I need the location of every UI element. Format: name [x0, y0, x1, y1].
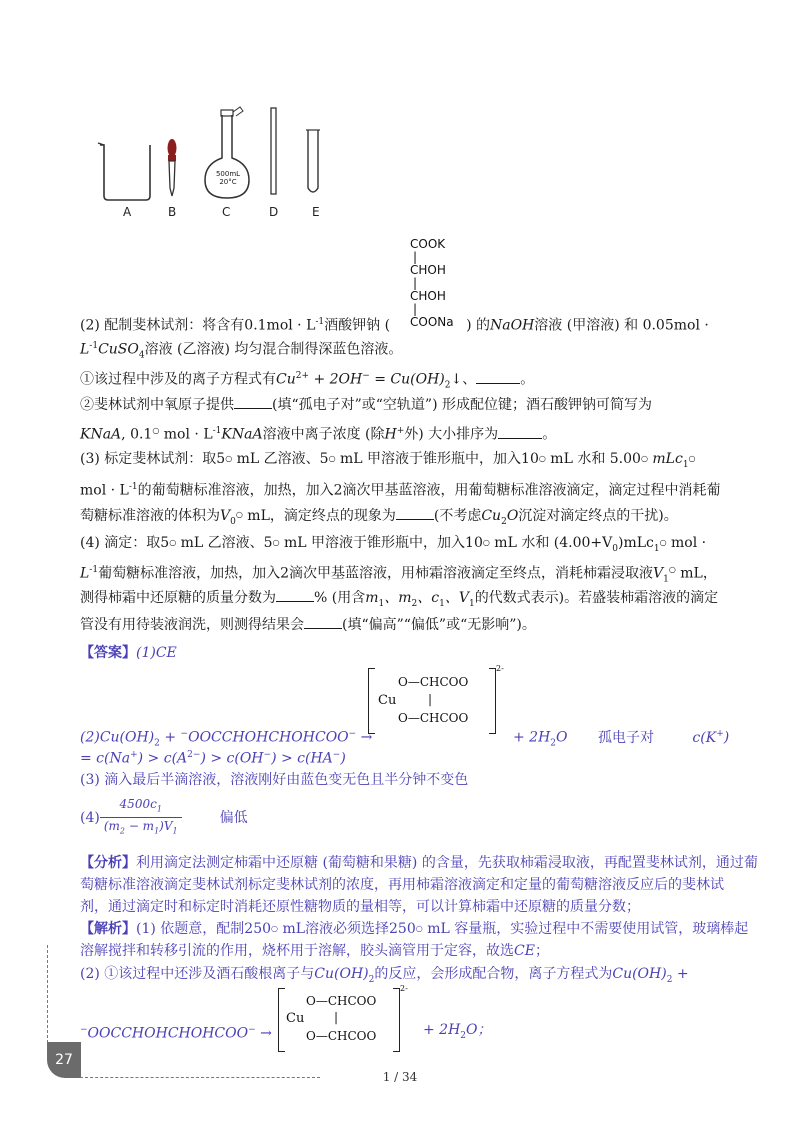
analysis-line6: (2) ①该过程中还涉及酒石酸根离子与$Cu(OH)_2$的反应，会形成配合物，离子方程式为$Cu(OH)_2$ +: [80, 966, 689, 985]
answer-line2-right: + $2H_2O$ 孤电子对 c(K+): [513, 729, 730, 749]
answer-line4: (3) 滴入最后半滴溶液，溶液刚好由蓝色变无色且半分钟不变色: [80, 772, 469, 788]
copper-complex-1: Cu O—CHCOO | O—CHCOO 2-: [368, 668, 496, 736]
copper-complex-2: Cu O—CHCOO | O—CHCOO 2-: [278, 988, 400, 1054]
label-D: D: [269, 205, 279, 219]
tartrate-structure: COOK | CHOH | CHOH | COONa: [410, 237, 454, 329]
analysis-line7: −OOCCHOHCHOHCOO− →: [80, 1025, 272, 1042]
answer-blank[interactable]: [476, 369, 520, 384]
answer-tag: 【答案】: [80, 645, 136, 661]
beaker-A: [100, 145, 150, 200]
answer-blank[interactable]: [276, 587, 314, 602]
test-tube-E: [308, 130, 318, 192]
q4-line3: 测得柿霜中还原糖的质量分数为 % (用含$m_1$、$m_2$、$c_1$、$V_1$的代数式表示)。若盛装柿霜溶液的滴定: [80, 587, 718, 614]
analysis-line7-right: + $2H_2O$；: [423, 1022, 492, 1041]
answer-line1: 【答案】(1)CE: [80, 645, 177, 661]
q4-line2: $L^{-1}$葡萄糖标准溶液，加热，加入2滴次甲基蓝溶液，用柿霜溶液滴定至终点，消耗柿霜浸取液$V_1^○$ mL，: [80, 565, 717, 585]
q3-line3: 萄糖标准溶液的体积为$V_0^○$ mL，滴定终点的现象为 (不考虑$Cu_2O$沉淀对滴定终点的干扰)。: [80, 505, 678, 532]
q4-line1: (4) 滴定：取5○ mL 乙溶液、5○ mL 甲溶液于锥形瓶中，加入10○ mL 水和 $(4.00+V_0)mLc_1^○$ mol ·: [80, 535, 707, 554]
page-footer: 1 / 34: [382, 1070, 418, 1084]
label-C: C: [222, 205, 231, 219]
glass-rod-D: [271, 108, 276, 194]
analysis-line4: 【解析】(1) 依题意，配制250○ mL溶液必须选择250○ mL 容量瓶，实验过程中不需要使用试管，玻璃棒起: [80, 921, 749, 937]
answer-line5: (4) $\frac{4500c_1}{(m_2 - m_1)V_1}$ 偏低: [80, 797, 248, 836]
label-E: E: [312, 205, 320, 219]
analysis-line1: 【分析】利用滴定法测定柿霜中还原糖 (葡萄糖和果糖) 的含量，先获取柿霜浸取液，再配置斐林试剂，通过葡: [80, 855, 758, 871]
q4-line4: 管没有用待装液润洗，则测得结果会 (填“偏高”“偏低”或“无影响”)。: [80, 614, 536, 635]
flask-label: 500mL 20°C: [215, 170, 241, 186]
answer-blank[interactable]: [396, 505, 434, 520]
q2-line4: ②斐林试剂中氧原子提供 (填“孤电子对”或“空轨道”) 形成配位键；酒石酸钾钠可简写为: [80, 394, 652, 415]
answer-blank[interactable]: [498, 424, 542, 439]
q2-line3: ①该过程中涉及的离子方程式有$Cu^{2+} + 2OH^-$ = $Cu(OH)_2↓$、 。: [80, 366, 534, 395]
q2-line5: KNaA, 0.1○ mol · $L^{-1}KNaA$溶液中离子浓度 (除H+外) 大小排序为 。: [80, 421, 556, 445]
q2-line1: (2) 配制斐林试剂：将含有$0.1mol \cdot L^{-1}$酒酸钾钠 ( ) 的NaOH溶液 (甲溶液) 和 0.05mol ·: [80, 317, 709, 334]
answer-blank[interactable]: [234, 394, 272, 409]
dropper-B: [169, 161, 175, 196]
answer-blank[interactable]: [304, 614, 342, 629]
q2-line2: $L^{-1}CuSO_4$溶液 (乙溶液) 均匀混合制得深蓝色溶液。: [80, 341, 403, 361]
q3-line1: (3) 标定斐林试剂：取5○ mL 乙溶液、5○ mL 甲溶液于锥形瓶中，加入10○ mL 水和 5.00○ mLc$_1$○: [80, 451, 696, 470]
q3-line2: mol · $L^{-1}$的葡萄糖标准溶液，加热，加入2滴次甲基蓝溶液，用葡萄糖标准溶液滴定，滴定过程中消耗葡: [80, 482, 721, 499]
analysis-line5: 溶解搅拌和转移引流的作用，烧杯用于溶解，胶头滴管用于定容，故选CE；: [80, 943, 549, 959]
page-badge: 27: [47, 1042, 81, 1078]
analysis-line3: 剂，通过滴定时和标定时消耗还原性糖物质的量相等，可以计算柿霜中还原糖的质量分数；: [80, 899, 640, 915]
margin-dashed-line: [47, 945, 48, 1043]
label-B: B: [168, 205, 177, 219]
answer-line2: $(2)Cu(OH)_2$ + −OOCCHOHCHOHCOO− →: [80, 729, 373, 749]
label-A: A: [123, 205, 132, 219]
dropper-bulb-B: [168, 139, 177, 157]
answer-line3: = $c(Na^+) > c(A^{2-}) > c(OH^-) > c(HA^-)$: [80, 750, 346, 767]
analysis-line2: 萄糖标准溶液滴定斐林试剂标定斐林试剂的浓度，再用柿霜溶液滴定和定量的葡萄糖溶液反应后的斐林试: [80, 877, 724, 893]
